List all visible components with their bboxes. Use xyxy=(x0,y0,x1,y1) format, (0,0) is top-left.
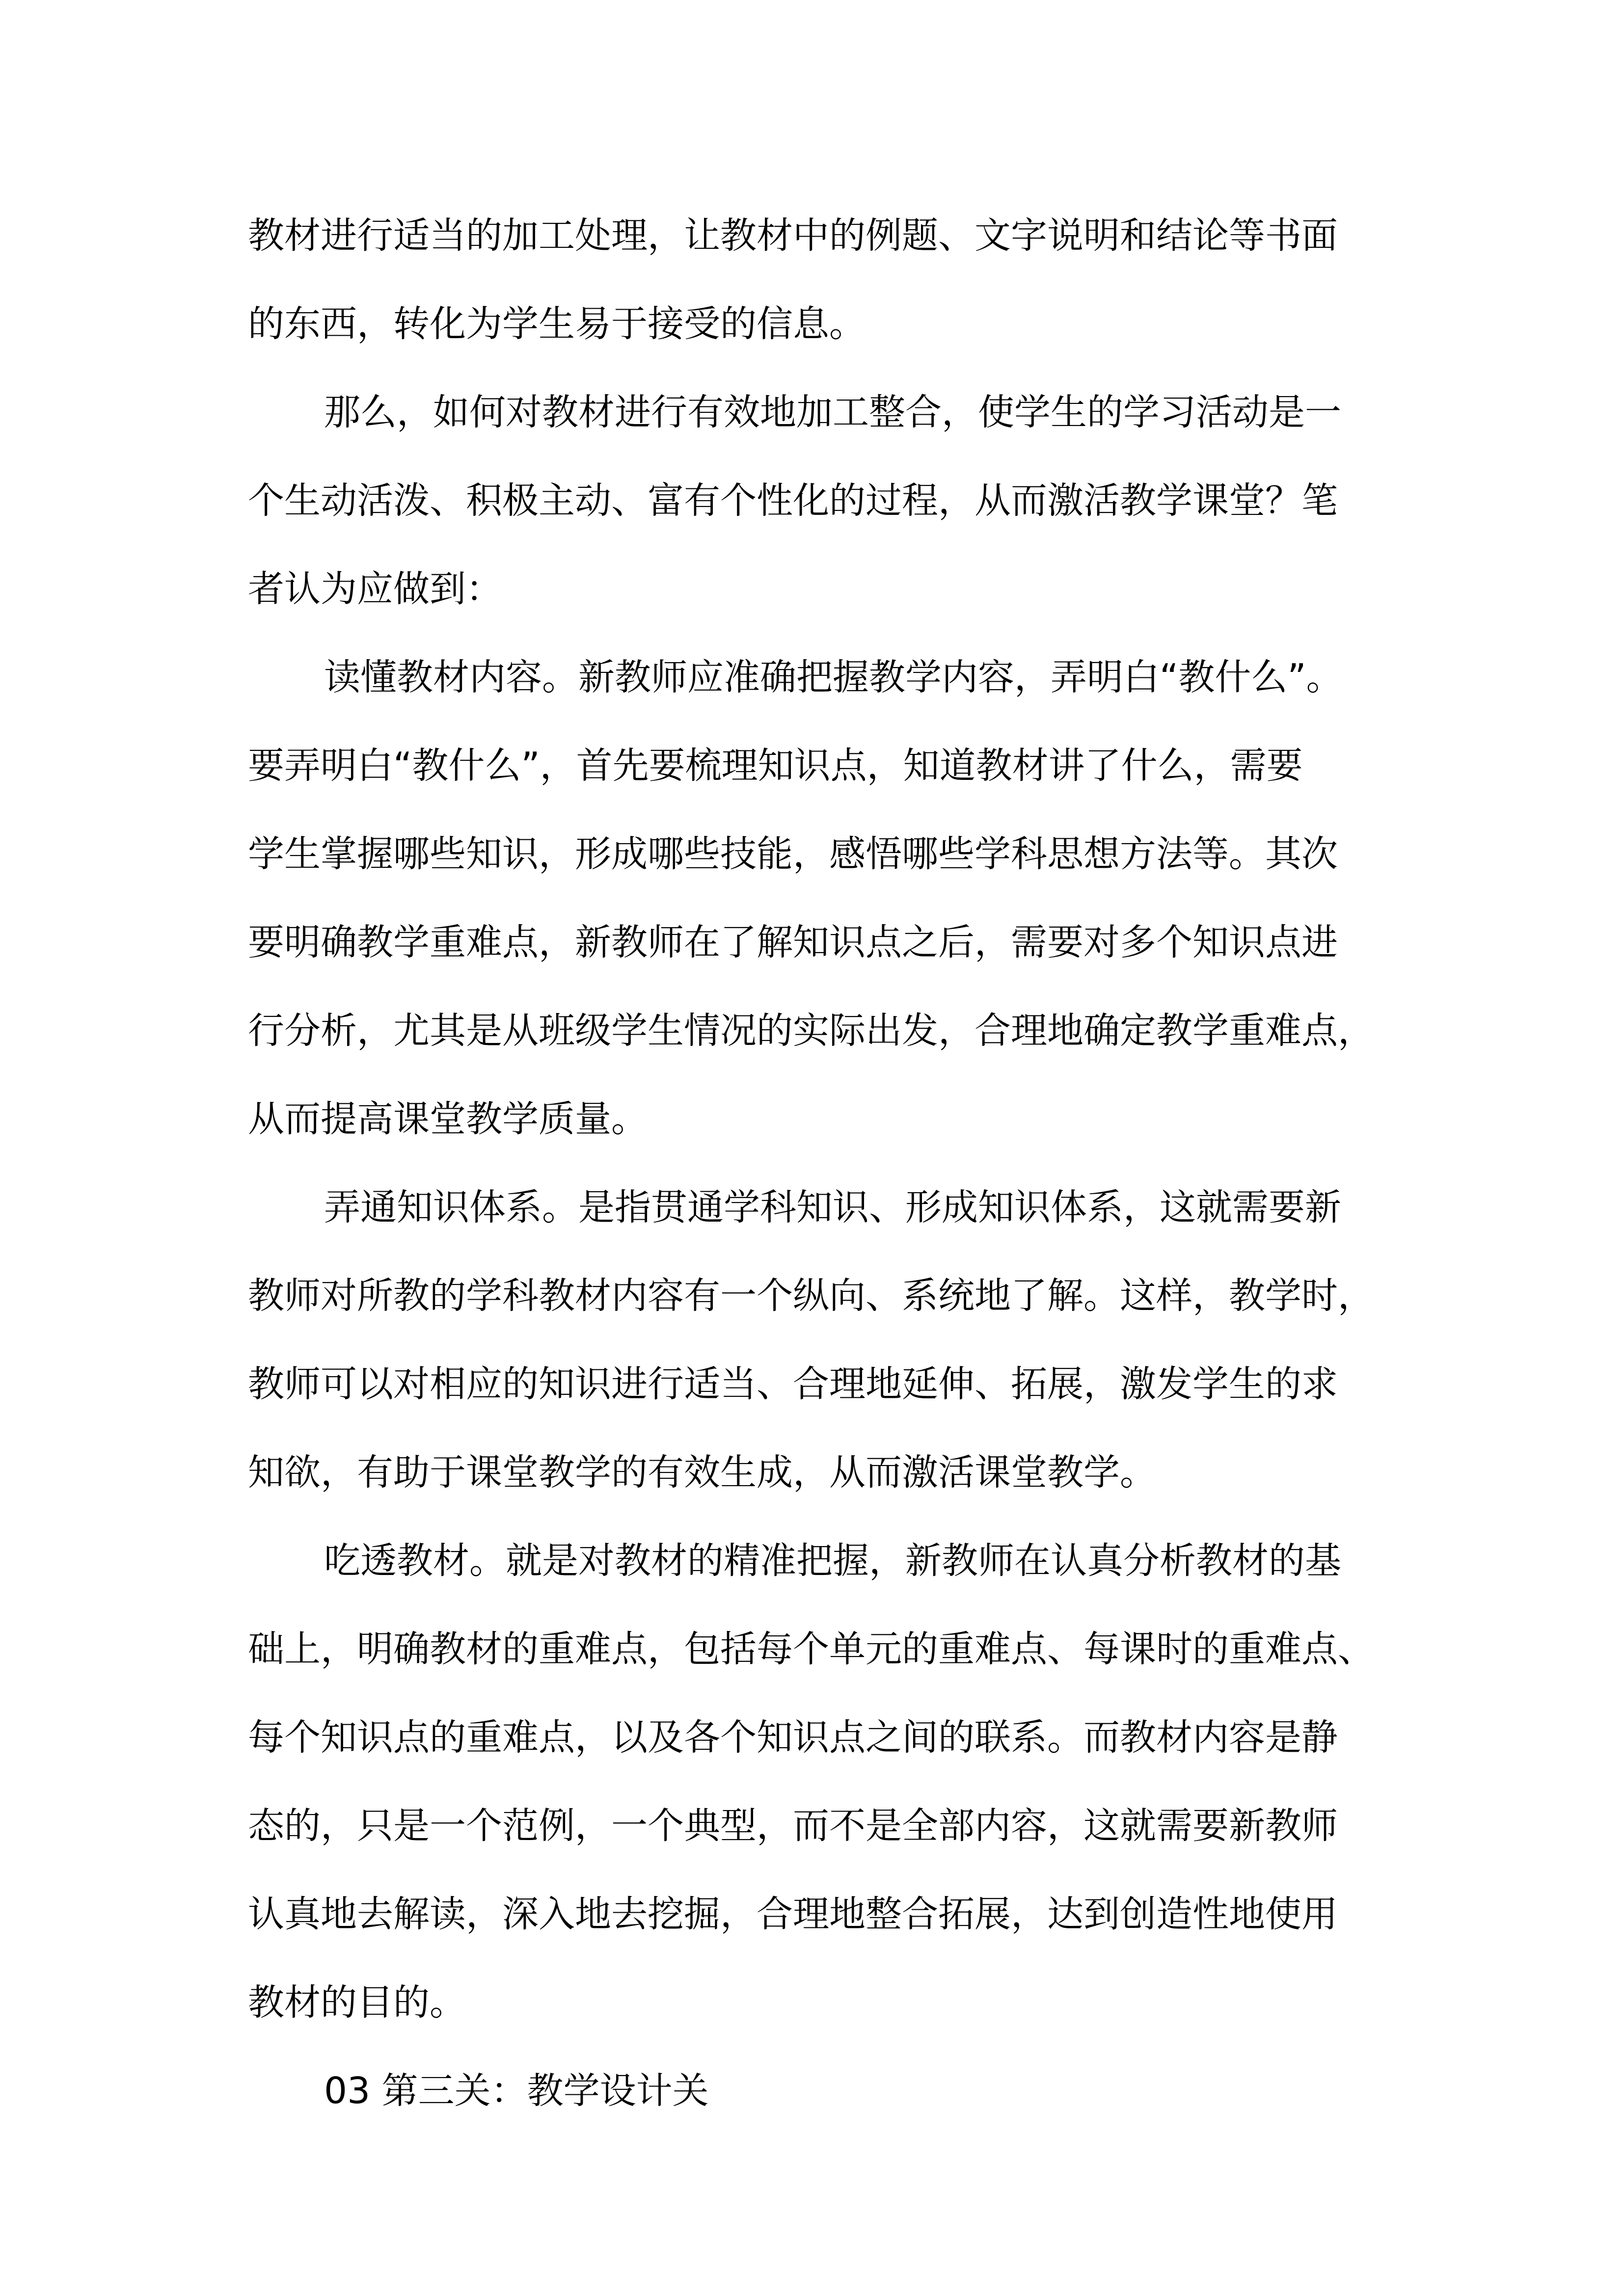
text-line-14: 教师可以对相应的知识进行适当、合理地延伸、拓展，激发学生的求 xyxy=(248,1363,1338,1405)
text-line-7: 要弄明白“教什么”，首先要梳理知识点，知道教材讲了什么，需要 xyxy=(248,745,1303,787)
text-line-17: 础上，明确教材的重难点，包括每个单元的重难点、每课时的重难点、 xyxy=(248,1628,1374,1670)
section-heading: 03 第三关：教学设计关 xyxy=(324,2070,709,2112)
text-line-8: 学生掌握哪些知识，形成哪些技能，感悟哪些学科思想方法等。其次 xyxy=(248,833,1338,875)
text-line-3: 那么，如何对教材进行有效地加工整合，使学生的学习活动是一 xyxy=(324,391,1341,433)
text-line-19: 态的，只是一个范例，一个典型，而不是全部内容，这就需要新教师 xyxy=(248,1805,1338,1847)
text-line-6: 读懂教材内容。新教师应准确把握教学内容，弄明白“教什么”。 xyxy=(324,656,1343,698)
text-line-10: 行分析，尤其是从班级学生情况的实际出发，合理地确定教学重难点， xyxy=(248,1010,1374,1052)
text-line-16: 吃透教材。就是对教材的精准把握，新教师在认真分析教材的基 xyxy=(324,1540,1341,1582)
text-line-18: 每个知识点的重难点，以及各个知识点之间的联系。而教材内容是静 xyxy=(248,1716,1338,1759)
text-line-13: 教师对所教的学科教材内容有一个纵向、系统地了解。这样，教学时， xyxy=(248,1275,1374,1317)
text-line-12: 弄通知识体系。是指贯通学科知识、形成知识体系，这就需要新 xyxy=(324,1186,1341,1228)
text-line-9: 要明确教学重难点，新教师在了解知识点之后，需要对多个知识点进 xyxy=(248,921,1338,963)
text-line-2: 的东西，转化为学生易于接受的信息。 xyxy=(248,303,866,345)
text-line-5: 者认为应做到： xyxy=(248,568,502,610)
text-line-21: 教材的目的。 xyxy=(248,1981,466,2024)
text-line-1: 教材进行适当的加工处理，让教材中的例题、文字说明和结论等书面 xyxy=(248,214,1338,257)
text-line-11: 从而提高课堂教学质量。 xyxy=(248,1098,648,1140)
text-line-20: 认真地去解读，深入地去挖掘，合理地整合拓展，达到创造性地使用 xyxy=(248,1893,1338,1935)
text-line-15: 知欲，有助于课堂教学的有效生成，从而激活课堂教学。 xyxy=(248,1451,1156,1494)
text-line-4: 个生动活泼、积极主动、富有个性化的过程，从而激活教学课堂？笔 xyxy=(248,480,1338,522)
